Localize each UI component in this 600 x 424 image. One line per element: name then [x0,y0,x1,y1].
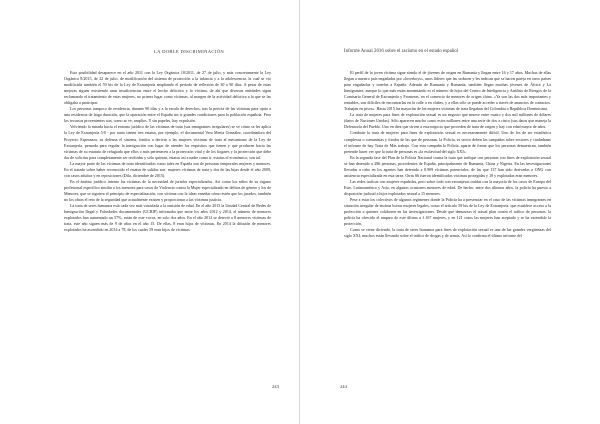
paragraph: Las redes traficas con mujeres españolas, pero sobre todo con extranjeras traídas con la mayoría de los casos de Europa del Este, Latinoamérica y Asia, en algunas ocasiones menores de edad. De hecho, entre dos últimos años, la policía ha puesto a disposición judicial a hijos explotados sexual a 15 menores. [344,178,551,196]
paragraph: En la segunda fase del Plan de la Policía Nacional contra la trata que trafique con personas con fines de explotación sexual se han detenido a 286 personas, procedentes de España, principalmente de Rumania, China y Nigeria. En las investigaciones llevadas a cabo en los agentes han detenido a 8.909 víctimas potenciales, de las que 137 han sido derivadas a ONG con asistencia especializada en esta tarea. Otras 66 fueron identificadas víctimas protegidas y 18 y explotadas eran menores. [344,154,551,178]
paragraph: Pese a estar los colectivos de algunos regímenes donde la Policía ha a presenciar en el caso de las víctimas inmigrantes en situación irregular de encima borrar mujeres legales, como el artículo 59 bis de la Ley de Extranjería, que establece acceso a la protección a quienes colaboren en las investigaciones. Desde que denuncias el actual plan contra el tráfico de personas, la policía ha ofrecido el amparo de este último a 1.167 mujeres, y en 121 casos las mujeres han aceptado y se ha extendido la protección. [344,196,551,227]
paragraph: Esta posibilidad desaparece en el año 2011 con la Ley Orgánica 10/2011, de 27 de julio, y más concretamente la Ley Orgánica 8/2015, de 22 de julio, de modificación del sistema de protección a la infancia y a la adolescencia, la cual se vio modificada también el 59 bis de la Ley de Extranjería ampliando el período de reflexión de 30 a 90 días. A pesar de estas mejoras siguen existiendo unas insuficiencias entre el hecho delictivo y la víctima, de ahí que diversas entidades sigan reclamando el tratamiento de estas mujeres, no primer lugar como víctimas, al margen de la actividad delictiva a la que se las obligaba a participar. [64,70,271,106]
paragraph: Como se viene diciendo, la trata de seres humanos para fines de explotación sexual es una de las grandes vergüenzas del siglo XXI, muchos están llevando sobre el tráfico de drogas y de armas. Así lo confirma el último informe del [344,227,551,239]
paragraph: El perfil de la joven víctima sigue siendo el de jóvenes de origen en Rumanía y llegan entre 16 y 17 años. Muchas de ellas llegan a nuestro país engañadas por «loverboys», unos líderes que las seducen y les indican que se hacen pareja en otros países para engañarlas y traerlas a España. Además de Rumanía y Rumanía, también llegan muchas jóvenes de África y La Inmigrantes, aunque lo que más están aumentando es el número de hijos del Centro de Inteligencia y Análisis de Riesgos de la Comisaría General de Extranjería y Fronteras, en el comercio de menores de origen chino. «Ya son las dos más importantes y rentables, son difíciles de encontrarlas en la calle o en clubes, y a ellas sólo se puede acceder a través de anuncios de contactos. Trabajan en pisos». Hasta 2015 las mayorías de las mujeres víctimas de trata llegaban del Colombia o República Dominicana. [344,70,551,112]
paragraph: En el ámbito jurídico interno las víctimas de la necesidad de jurados especializados. Así como los niños de su órgano profesional específico similar a los menores para casos de Violencia contra la Mujer especializado en delitos de género y los de Menores, que se siguiera el principio de especialización, con víctima con la ideas enseñar cómo estén que los jurados, también no los obras el reto de la seguridad que actualmente existen y proporcionar a las víctimas justicia. [64,178,271,202]
page-number: 243 [272,384,279,389]
paragraph: Combatir la trata de mujeres para fines de explotación sexual es necesariamente difícil. Uno de los de ser estadística complexas o comunistas y fondos de las que de personas, la Policía, es sector deben las campañas sobre sectores y ciudadanas el informe de hay Trata de Más trabajo. Con esta campaña la Policía, aparte de frenar que los personas demuestran, también pretende hacer ver que la trata de personas es «la esclavitud del siglo XXI». [344,130,551,154]
paragraph: La trata de seres humanos está cada vez más vinculada a la omisión de edad. En el año 2013 la Unidad Central de Redes de Inmigración Ilegal y Falsedades documentales (UCRIF) informaba que entre los años 2012 y 2014, el número de menores explotados han aumentado un 57%, están de este vocos, en solo dos años. En el año 2012 se detectó a 8 menores víctimas de trata, este año siguen más de 9 de años en el año 15. De ellas, 8 eran hijos de víctimas. En 2014 la difusión de menores explotados ha ascendido en 2014 a 78, de los cuales 59 eran hijos de víctimas. [64,203,271,233]
paragraph: La trata de mujeres para fines de explotación sexual es un negocio que mueve entre cuatro y dos mil millones de dólares (datos de Naciones Unidas). Sólo aparecen mucho como estos millones entre una serie de dos a cinco (sus datos que maneja la Defensoría del Pueblo. Uno en diez que sirven a esta negocio que proceden de trata de origen y hay con edad mayor de años. [344,112,551,130]
paragraph: Volviendo la mirada hacia el entorno jurídico de las víctimas de trata (sus inmigrantes irregulares) se ve cómo se les aplica la Ley de Extranjería 5/0 - por tanto tienen tres estatus, por ejemplo, el documental Vera Meeta González, coordinadora del Proyecto Esperanza, su defensa el sistema, fondos a derivar a las mujeres víctimas de trata al mecanismo de la Ley de Extranjería, pensada para regular la inmigración con lugar de atender los requisitos que tienen y que producen hacia las víctimas de su estatuto de refugiada que ellos o más pertenecen a la protección vital y de los hogares y la protección que debe dar de solicitar para completamente ser recibidas y sólo quieran, estatus así a nadie como ir, estatus el económico, son tal. [64,124,271,160]
body-text [344,70,551,239]
running-header: Informe Anual 2016 sobre el racismo en el estado español [344,49,459,54]
right-page [300,0,600,424]
body-text [64,70,271,233]
running-header: LA DOBLE DISCRIMINACIÓN [154,49,225,54]
paragraph: Los personas tampoco de residencia, durante 90 días y a la escala de derechos, tras la pericia de las víctimas para optar a una residencia de larga duración, que la operación entre el España sin ir grandes condiciones para la población española. Pero los recursos provenientes son, como se ve, amplios. Y sin papeles, hay expulsión. [64,106,271,124]
page-number: 244 [340,384,347,389]
paragraph: La mayor parte de las víctimas de trata identificadas como tales en España son de personas temporales mujeres y menores. En el tratado sobre haber reconocido el estatus de salidas son: mujeres víctimas de trata y dos de las hijas desde el año 2009, con casos adultos y en reposiciones (Diía, diciembre de 2015). [64,160,271,178]
